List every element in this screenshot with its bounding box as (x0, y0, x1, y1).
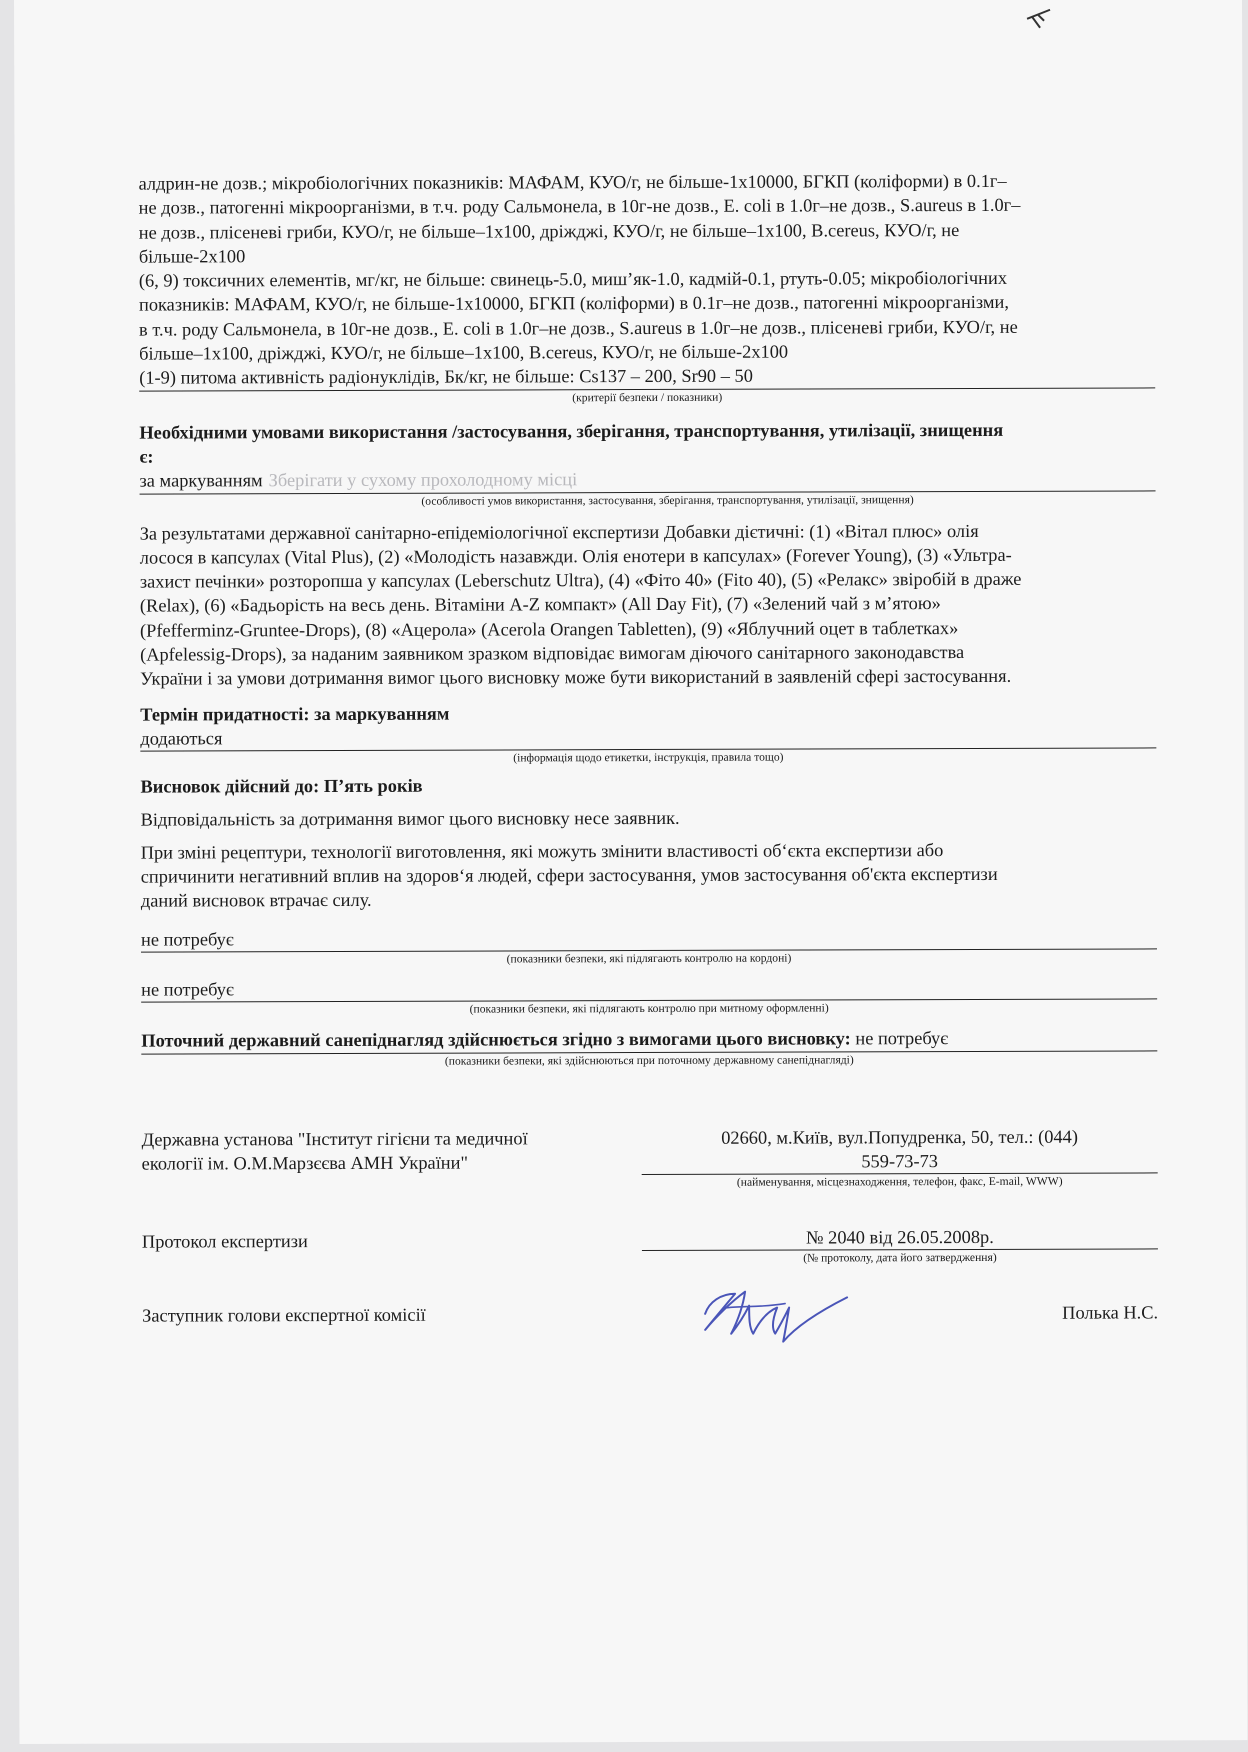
conclusion-line: захист печінки» розторопша у капсулах (Leberschutz Ultra), (4) «Фіто 40» (Fito 40), (5) «Релакс» звіробій в драже (139, 568, 1022, 592)
conditions-heading: Необхідними умовами використання /застосування, зберігання, транспортування, утилізації, знищення (139, 419, 1004, 443)
criteria-section (139, 168, 1156, 406)
protocol-block (142, 1214, 1158, 1283)
criteria-line: в т.ч. роду Сальмонела, в 10г-не дозв., E. coli в 1.0г–не дозв., S.aureus в 1.0г–не дозв., плісеневі гриби, КУО/г, не (139, 316, 1018, 340)
conclusion-line: лосося в капсулах (Vital Plus), (2) «Молодість назавжди. Олія енотери в капсулах» (Forever Young), (3) «Ультра- (139, 544, 1012, 568)
responsibility-text: Відповідальність за дотримання вимог цього висновку несе заявник. (140, 807, 680, 830)
supervision-label: Поточний державний санепіднагляд здійснюється згідно з вимогами цього висновку: (141, 1028, 851, 1051)
criteria-line: показників: МАФАМ, КУО/г, не більше-1х10000, БГКП (коліформи) в 0.1г–не дозв., патогенні мікроорганізми, (138, 292, 1010, 316)
protocol-value-field (642, 1224, 1158, 1266)
conditions-value-line (139, 466, 1155, 494)
supervision-line (141, 1026, 1157, 1054)
supervision-value: не потребує (850, 1028, 949, 1049)
criteria-line: більше–1х100, дріжджі, КУО/г, не більше–1х100, B.cereus, КУО/г, не більше-2х100 (139, 341, 789, 364)
validity-section (140, 772, 1156, 914)
address-line: 559-73-73 (642, 1148, 1158, 1175)
customs-control-section (141, 974, 1157, 1017)
signatory-name: Полька Н.С. (1062, 1302, 1159, 1323)
change-line: спричинити негативний вплив на здоров‘я людей, сфери застосування, умов застосування об'єкта експертизи (140, 864, 998, 887)
criteria-line: не дозв., плісеневі гриби, КУО/г, не більше–1х100, дріжджі, КУО/г, не більше–1х100, B.cereus, КУО/г, не (138, 219, 960, 243)
criteria-text (139, 168, 1156, 391)
criteria-line: алдрин-не дозв.; мікробіологічних показників: МАФАМ, КУО/г, не більше-1х10000, БГКП (коліформи) в 0.1г– (138, 170, 1007, 194)
institution-name-line: Державна установа "Інститут гігієни та медичної (141, 1128, 528, 1150)
signature-icon (687, 1277, 867, 1348)
customs-control-value: не потребує (141, 974, 1157, 1002)
change-line: При зміні рецептури, технології виготовлення, які можуть змінити властивості об‘єкта експертизи або (140, 839, 944, 863)
conclusion-line: (Pfefferminz-Gruntee-Drops), (8) «Ацерола» (Acerola Orangen Tabletten), (9) «Яблучний оцет в таблетках» (139, 617, 959, 641)
change-conditions-paragraph (141, 837, 1157, 913)
conclusion-line: За результатами державної санітарно-епідеміологічної експертизи Добавки дієтичні: (1) «Вітал плюс» олія (139, 520, 979, 544)
border-control-caption: (показники безпеки, які підлягають контролю на кордоні) (506, 951, 792, 966)
document-content (139, 168, 1159, 1353)
protocol-caption: (№ протоколу, дата його затвердження) (803, 1250, 997, 1265)
conditions-section (139, 417, 1155, 509)
document-page (14, 0, 1247, 1744)
conclusion-paragraph (140, 518, 1157, 691)
supervision-caption: (показники безпеки, які здійснюються при поточному державному санепіднагляді) (444, 1052, 854, 1068)
criteria-line: не дозв., патогенні мікроорганізми, в т.ч. роду Сальмонела, в 10г-не дозв., E. coli в 1.0г–не дозв., S.aureus в 1.0г– (138, 195, 1021, 218)
conditions-heading-end: є: (139, 446, 154, 467)
institution-address (642, 1124, 1158, 1190)
signatory-label: Заступник голови експертної комісії (142, 1304, 426, 1326)
institution-name (142, 1126, 612, 1176)
criteria-line: (6, 9) токсичних елементів, мг/кг, не більше: свинець-5.0, миш’як-1.0, кадмій-0.1, ртуть-0.05; мікробіологічних (138, 268, 1008, 291)
institution-name-line: екології ім. О.М.Марзєєва АМН України" (141, 1152, 469, 1174)
protocol-label: Протокол експертизи (141, 1230, 308, 1252)
criteria-line: (1-9) питома активність радіонуклідів, Бк/кг, не більше: Cs137 – 200, Sr90 – 50 (139, 363, 1155, 391)
criteria-caption: (критерії безпеки / показники) (572, 390, 723, 404)
conditions-caption: (особливості умов використання, застосування, зберігання, транспортування, утилізації, знищення) (421, 492, 914, 508)
address-line: 02660, м.Київ, вул.Попудренка, 50, тел.: (044) (721, 1126, 1078, 1148)
institution-caption: (найменування, місцезнаходження, телефон, факс, E-mail, WWW) (736, 1174, 1063, 1189)
protocol-value: № 2040 від 26.05.2008р. (642, 1224, 1158, 1251)
criteria-line: більше-2х100 (138, 246, 246, 267)
conclusion-line: України і за умови дотримання вимог цього висновку може бути використаний в заявленій сфері застосування. (140, 666, 1012, 689)
change-line: даний висновок втрачає силу. (140, 890, 372, 912)
shelf-life-section (140, 699, 1156, 767)
page-corner-mark (1024, 7, 1054, 33)
border-control-section (141, 924, 1157, 967)
validity-text: Висновок дійсний до: П’ять років (140, 775, 423, 797)
conclusion-line: (Apfelessig-Drops), за наданим заявником зразком відповідає вимогам діючого санітарного законодавства (140, 642, 965, 665)
shelf-life-text: Термін придатності: за маркуванням (140, 703, 450, 725)
border-control-value: не потребує (141, 924, 1157, 952)
conclusion-line: (Relax), (6) «Бадьорість на весь день. Вітаміни A-Z компакт» (All Day Fit), (7) «Зелений чай з м’ятою» (139, 593, 941, 617)
signatory-block (142, 1280, 1158, 1353)
conditions-value: за маркуванням (139, 470, 263, 491)
customs-control-caption: (показники безпеки, які підлягають контролю при митному оформленні) (469, 1001, 829, 1016)
shelf-life-caption: (інформація щодо етикетки, інструкція, правила тощо) (513, 750, 784, 765)
supervision-section (141, 1026, 1157, 1069)
shelf-life-value: додаються (140, 723, 1156, 751)
conditions-ghost-text: Зберігати у сухому прохолодному місці (268, 469, 578, 491)
institution-block (142, 1124, 1158, 1207)
